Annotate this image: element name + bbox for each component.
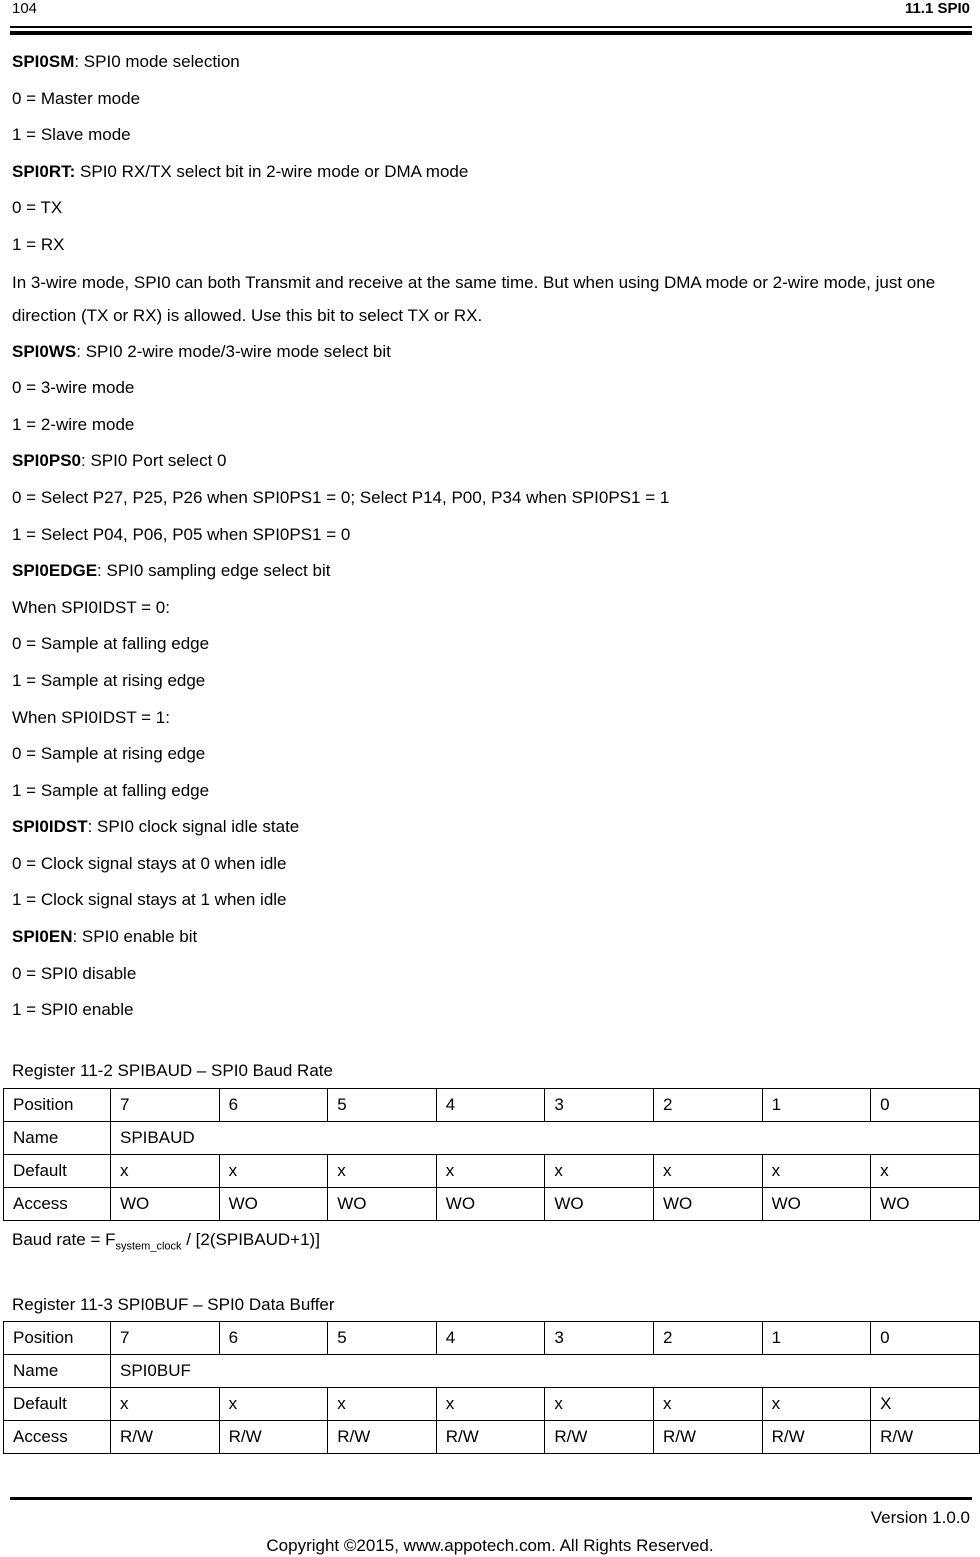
access-cell: R/W (111, 1421, 220, 1454)
baud-rate-formula (12, 1230, 320, 1252)
field-name: SPI0PS0 (12, 451, 81, 471)
footer-rule (10, 1497, 972, 1500)
spi0sm-heading (12, 44, 974, 81)
spi0edge-heading (12, 553, 974, 590)
field-name: SPI0IDST (12, 817, 88, 837)
default-cell: x (436, 1388, 545, 1421)
spi0ps0-value-1: 1 = Select P04, P06, P05 when SPI0PS1 = 0 (12, 524, 351, 544)
default-cell: x (762, 1388, 871, 1421)
formula-suffix: / [2(SPIBAUD+1)] (181, 1230, 320, 1249)
access-cell: R/W (653, 1421, 762, 1454)
spi0rt-value-1: 1 = RX (12, 234, 65, 254)
header-rule-thick (10, 31, 972, 35)
default-cell: x (219, 1155, 328, 1188)
default-cell: x (871, 1155, 980, 1188)
table-row-name (4, 1122, 980, 1155)
field-desc: : SPI0 clock signal idle state (87, 817, 300, 837)
spi0edge-condition-1: When SPI0IDST = 1: (12, 707, 170, 727)
position-cell: 4 (436, 1089, 545, 1122)
spi0sm-value-1: 1 = Slave mode (12, 125, 131, 145)
footer-version: Version 1.0.0 (870, 1508, 970, 1527)
access-cell: WO (545, 1188, 654, 1221)
row-label: Default (4, 1388, 111, 1421)
position-cell: 6 (219, 1322, 328, 1355)
field-name: SPI0WS (12, 341, 77, 361)
default-cell: x (328, 1155, 437, 1188)
field-desc: : SPI0 2-wire mode/3-wire mode select bit (76, 341, 391, 361)
access-cell: WO (111, 1188, 220, 1221)
spi0ws-heading (12, 334, 974, 371)
table-row-position (4, 1322, 980, 1355)
access-cell: WO (871, 1188, 980, 1221)
access-cell: R/W (436, 1421, 545, 1454)
spi0en-value-1: 1 = SPI0 enable (12, 1000, 134, 1020)
position-cell: 3 (545, 1089, 654, 1122)
header-page-number: 104 (12, 0, 38, 17)
position-cell: 2 (653, 1322, 762, 1355)
table-row-access (4, 1421, 980, 1454)
spi0en-value-0: 0 = SPI0 disable (12, 963, 137, 983)
table-row-default (4, 1388, 980, 1421)
table-row-default (4, 1155, 980, 1188)
formula-subscript: system_clock (115, 1240, 182, 1253)
access-cell: WO (762, 1188, 871, 1221)
header-rule-thin (10, 26, 972, 28)
field-name: SPI0RT: (12, 161, 76, 181)
register-name-cell: SPI0BUF (111, 1355, 980, 1388)
position-cell: 4 (436, 1322, 545, 1355)
field-desc: : SPI0 mode selection (74, 52, 240, 71)
row-label: Name (4, 1122, 111, 1155)
spi0ws-value-0: 0 = 3-wire mode (12, 378, 135, 398)
spi0rt-value-0: 0 = TX (12, 198, 63, 218)
field-desc: : SPI0 enable bit (72, 927, 198, 947)
spi0idst-value-0: 0 = Clock signal stays at 0 when idle (12, 853, 287, 873)
default-cell: x (653, 1388, 762, 1421)
field-name: SPI0EN (12, 927, 73, 947)
position-cell: 0 (871, 1089, 980, 1122)
spi0en-heading (12, 919, 974, 956)
table-row-position (4, 1089, 980, 1122)
row-label: Position (4, 1089, 111, 1122)
default-cell: x (545, 1388, 654, 1421)
field-desc: : SPI0 sampling edge select bit (97, 561, 331, 581)
field-descriptions (12, 44, 974, 1029)
row-label: Access (4, 1188, 111, 1221)
register-buf-caption: Register 11-3 SPI0BUF – SPI0 Data Buffer (12, 1295, 335, 1314)
access-cell: R/W (762, 1421, 871, 1454)
spi0edge-condition-0: When SPI0IDST = 0: (12, 597, 170, 617)
spi0edge-b-value-0: 0 = Sample at rising edge (12, 744, 206, 764)
access-cell: R/W (545, 1421, 654, 1454)
access-cell: R/W (328, 1421, 437, 1454)
access-cell: WO (219, 1188, 328, 1221)
formula-prefix: Baud rate = F (12, 1230, 116, 1249)
spi0rt-note: In 3-wire mode, SPI0 can both Transmit and receive at the same time. But when using DMA mode or 2-wire mode, just one direction (TX or RX) is allowed. Use this bit to select TX or RX. (12, 272, 936, 325)
access-cell: R/W (219, 1421, 328, 1454)
spi0ps0-value-0: 0 = Select P27, P25, P26 when SPI0PS1 = 0; Select P14, P00, P34 when SPI0PS1 = 1 (12, 487, 670, 507)
position-cell: 7 (111, 1089, 220, 1122)
position-cell: 7 (111, 1322, 220, 1355)
table-row-name (4, 1355, 980, 1388)
spi0edge-a-value-1: 1 = Sample at rising edge (12, 670, 206, 690)
register-baud-table (3, 1088, 980, 1221)
default-cell: x (328, 1388, 437, 1421)
access-cell: R/W (871, 1421, 980, 1454)
field-desc: SPI0 RX/TX select bit in 2-wire mode or DMA mode (75, 161, 469, 181)
position-cell: 1 (762, 1089, 871, 1122)
position-cell: 3 (545, 1322, 654, 1355)
register-buf-table (3, 1321, 980, 1454)
row-label: Default (4, 1155, 111, 1188)
table-row-access (4, 1188, 980, 1221)
header-section-title: 11.1 SPI0 (904, 0, 970, 17)
spi0edge-b-value-1: 1 = Sample at falling edge (12, 780, 210, 800)
position-cell: 6 (219, 1089, 328, 1122)
default-cell: x (111, 1388, 220, 1421)
position-cell: 1 (762, 1322, 871, 1355)
access-cell: WO (328, 1188, 437, 1221)
position-cell: 5 (328, 1089, 437, 1122)
access-cell: WO (436, 1188, 545, 1221)
position-cell: 0 (871, 1322, 980, 1355)
spi0idst-value-1: 1 = Clock signal stays at 1 when idle (12, 890, 287, 910)
default-cell: X (871, 1388, 980, 1421)
spi0edge-a-value-0: 0 = Sample at falling edge (12, 634, 210, 654)
field-name: SPI0SM (12, 52, 75, 71)
spi0ps0-heading (12, 443, 974, 480)
spi0rt-heading (12, 154, 974, 191)
field-desc: : SPI0 Port select 0 (81, 451, 227, 471)
default-cell: x (545, 1155, 654, 1188)
default-cell: x (653, 1155, 762, 1188)
row-label: Name (4, 1355, 111, 1388)
spi0sm-value-0: 0 = Master mode (12, 88, 141, 108)
register-name-cell: SPIBAUD (111, 1122, 980, 1155)
footer-copyright: Copyright ©2015, www.appotech.com. All Rights Reserved. (266, 1536, 714, 1555)
spi0ws-value-1: 1 = 2-wire mode (12, 414, 135, 434)
row-label: Access (4, 1421, 111, 1454)
default-cell: x (762, 1155, 871, 1188)
access-cell: WO (653, 1188, 762, 1221)
default-cell: x (436, 1155, 545, 1188)
row-label: Position (4, 1322, 111, 1355)
position-cell: 5 (328, 1322, 437, 1355)
spi0idst-heading (12, 809, 974, 846)
default-cell: x (219, 1388, 328, 1421)
position-cell: 2 (653, 1089, 762, 1122)
default-cell: x (111, 1155, 220, 1188)
register-baud-caption: Register 11-2 SPIBAUD – SPI0 Baud Rate (12, 1061, 333, 1080)
field-name: SPI0EDGE (12, 561, 98, 581)
